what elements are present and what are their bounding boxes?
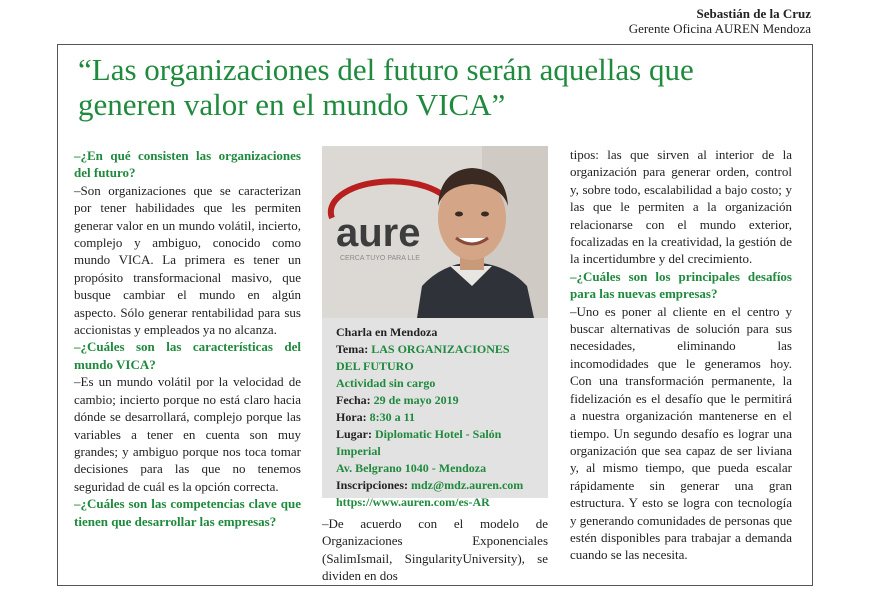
answer-1: –Son organizaciones que se caracterizan por tener habilidades que les permiten generar valor en un mundo volátil, incierto, complejo y ambiguo, conocido como mundo VICA. La primera es tener un propósito transformacional masivo, que busque cambiar el mundo en algún aspecto. Sólo generar rentabilidad para sus accionistas y empleados ya no alcanza. — [74, 182, 301, 338]
answer-2: –Es un mundo volátil por la velocidad de cambio; incierto porque no está claro hacia dónde se desarrollará, complejo porque las variables a tener en cuenta son muy grandes; y ambiguo porque nos toca tomar decisiones para las que no tenemos seguridad de cuál es la opción correcta. — [74, 374, 301, 494]
event-time: Hora: 8:30 a 11 — [336, 410, 415, 424]
answer-4: –Uno es poner al cliente en el centro y buscar alternativas de solución para sus necesidades, eliminando las incomodidades que le generamos hoy. Con una transformación permanente, la fidelización es el desafío que le permitirá a nuestra organización mantenerse en el tiempo. Un segundo desafío es lograr una organización que sea capaz de ser liviana y, al mismo tiempo, que pueda escalar rápidamente sin generar una gran estructura. Y esto se logra con tecnología y generando comunidades de personas que estén disponibles para trabajar a demanda cuando se las necesita. — [570, 303, 793, 563]
author-name: Sebastián de la Cruz — [696, 6, 811, 21]
event-title: Charla en Mendoza — [336, 325, 438, 339]
column-3 — [570, 146, 792, 564]
column-1 — [74, 147, 301, 530]
event-place: Lugar: Diplomatic Hotel - Salón Imperial — [336, 427, 502, 458]
article-headline: “Las organizaciones del futuro serán aquellas que generen valor en el mundo VICA” — [78, 52, 694, 122]
event-cost: Actividad sin cargo — [336, 376, 436, 390]
question-2: –¿Cuáles son las características del mundo VICA? — [74, 339, 301, 372]
answer-3-continued: tipos: las que sirven al interior de la organización para generar orden, control y, sobre todo, escalabilidad a bajo costo; y las que le permiten a la organización relacionarse con el mundo exterior, focalizadas en la creatividad, la gestión de la incertidumbre y del crecimiento. — [570, 147, 792, 267]
byline — [629, 6, 811, 36]
question-3: –¿Cuáles son las competencias clave que tienen que desarrollar las empresas? — [74, 496, 301, 529]
answer-3-start: –De acuerdo con el modelo de Organizaciones Exponenciales (SalimIsmail, SingularityUniversity), se dividen en dos — [322, 516, 548, 584]
author-role: Gerente Oficina AUREN Mendoza — [628, 21, 811, 36]
column-2 — [322, 515, 548, 585]
logo-tagline: CERCA TUYO PARA LLE — [340, 255, 420, 262]
registration-email[interactable]: mdz@mdz.auren.com — [411, 478, 524, 492]
logo-text: aure — [336, 211, 421, 255]
event-url-link[interactable]: https://www.auren.com/es-AR — [336, 495, 490, 509]
portrait-photo — [322, 146, 548, 318]
portrait-illustration — [322, 146, 548, 318]
event-date: Fecha: 29 de mayo 2019 — [336, 393, 459, 407]
event-registration: Inscripciones: mdz@mdz.auren.com — [336, 478, 524, 492]
question-1: –¿En qué consisten las organizaciones del futuro? — [74, 148, 301, 181]
question-4: –¿Cuáles son los principales desafíos para las nuevas empresas? — [570, 268, 792, 302]
event-info-box — [322, 318, 548, 509]
event-topic: Tema: LAS ORGANIZACIONES DEL FUTURO — [336, 342, 510, 373]
event-address: Av. Belgrano 1040 - Mendoza — [336, 461, 487, 475]
